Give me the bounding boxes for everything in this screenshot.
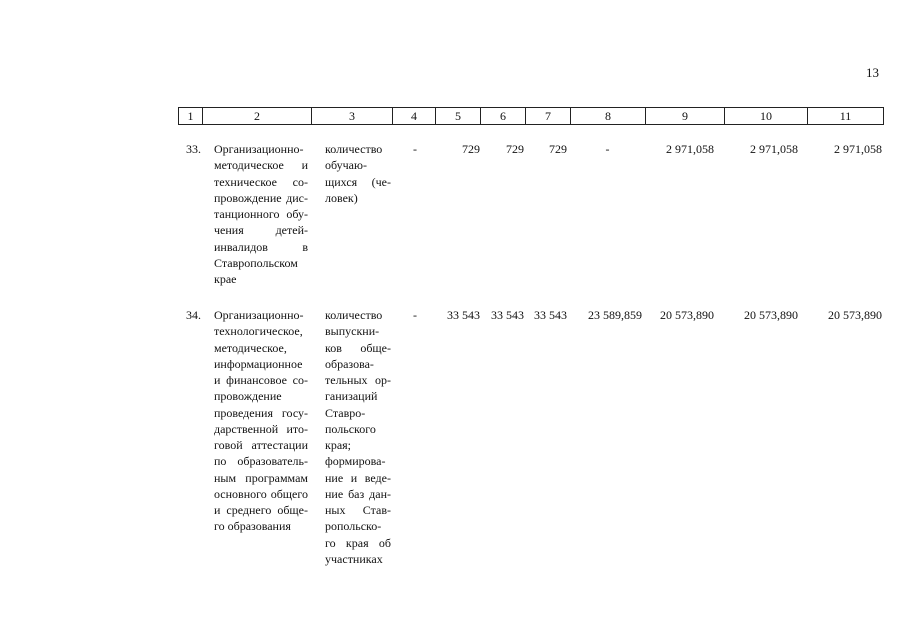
- measure-unit: [325, 307, 391, 567]
- value-col-10: 2 971,058: [750, 142, 798, 156]
- cell-text-line: польского: [325, 421, 376, 436]
- value-col-8: 23 589,859: [588, 308, 642, 322]
- cell-text-line: образова-: [325, 356, 374, 371]
- header-col-11: 11: [839, 109, 852, 123]
- header-col-8: 8: [571, 108, 646, 124]
- row-number: 34.: [186, 308, 201, 322]
- cell-text-line: ганизаций: [325, 389, 378, 404]
- measure-unit: [325, 141, 391, 206]
- cell-text-line: тельных ор-: [325, 373, 391, 387]
- cell-text-line: инвалидов в: [214, 239, 308, 254]
- cell-text-line: выпускни-: [325, 324, 380, 339]
- column-number-header: [178, 107, 884, 125]
- value-col-7: 729: [549, 142, 567, 156]
- value-col-7: 33 543: [534, 308, 567, 322]
- row-number: 33.: [186, 142, 201, 156]
- value-col-8: -: [605, 142, 610, 156]
- header-col-2: 2: [203, 108, 312, 124]
- cell-text-line: по образователь-: [214, 454, 308, 469]
- value-col-9: 20 573,890: [660, 308, 714, 322]
- cell-text-line: проведения госу-: [214, 405, 308, 420]
- cell-text-line: техническое со-: [214, 174, 308, 189]
- cell-text-line: информационное: [214, 356, 303, 371]
- header-col-5: 5: [436, 108, 481, 124]
- cell-text-line: ние баз дан-: [325, 486, 391, 501]
- header-col-4: 4: [393, 108, 436, 124]
- cell-text-line: крае: [214, 272, 237, 286]
- cell-text-line: технологическое,: [214, 324, 303, 339]
- cell-text-line: количество: [325, 308, 383, 322]
- value-col-5: 33 543: [447, 308, 480, 322]
- cell-text-line: Ставро-: [325, 405, 366, 420]
- header-col-3: 3: [312, 108, 393, 124]
- cell-text-line: провождение: [214, 389, 282, 404]
- cell-text-line: говой аттестации: [214, 438, 308, 452]
- value-col-9: 2 971,058: [666, 142, 714, 156]
- cell-text-line: методическое и: [214, 158, 308, 173]
- cell-text-line: дарственной ито-: [214, 421, 308, 436]
- cell-text-line: Ставропольском: [214, 255, 298, 270]
- cell-text-line: танционного обу-: [214, 207, 308, 221]
- cell-text-line: участниках: [325, 551, 383, 566]
- cell-text-line: Организационно-: [214, 308, 304, 322]
- cell-text-line: количество: [325, 142, 383, 156]
- value-col-11: 2 971,058: [834, 142, 882, 156]
- activity-name: [214, 141, 308, 287]
- value-col-11: 20 573,890: [828, 308, 882, 322]
- cell-text-line: ние и веде-: [325, 470, 391, 485]
- activity-name: [214, 307, 308, 535]
- cell-text-line: формирова-: [325, 454, 386, 469]
- cell-text-line: ропольско-: [325, 519, 382, 534]
- cell-text-line: ным программам: [214, 470, 308, 485]
- cell-text-line: го образования: [214, 519, 291, 534]
- value-col-6: 729: [506, 142, 524, 156]
- cell-text-line: обучаю-: [325, 158, 367, 173]
- cell-text-line: и финансовое со-: [214, 373, 308, 387]
- cell-text-line: ков обще-: [325, 340, 391, 355]
- cell-text-line: го края об: [325, 535, 391, 550]
- cell-text-line: щихся (че-: [325, 174, 391, 189]
- cell-text-line: и среднего обще-: [214, 503, 308, 517]
- cell-text-line: чения детей-: [214, 223, 308, 238]
- value-col-6: 33 543: [491, 308, 524, 322]
- header-col-1: 1: [179, 108, 203, 124]
- cell-text-line: края;: [325, 438, 352, 452]
- cell-text-line: ных Став-: [325, 503, 391, 517]
- cell-text-line: провождение дис-: [214, 190, 308, 205]
- cell-text-line: методическое,: [214, 340, 287, 355]
- cell-text-line: Организационно-: [214, 142, 304, 156]
- value-col-4: -: [413, 308, 417, 322]
- header-col-7: 7: [526, 108, 571, 124]
- value-col-10: 20 573,890: [744, 308, 798, 322]
- header-col-9: 9: [646, 108, 725, 124]
- value-col-5: 729: [462, 142, 480, 156]
- header-col-6: 6: [481, 108, 526, 124]
- page-number: 13: [866, 65, 879, 80]
- cell-text-line: ловек): [325, 190, 358, 205]
- cell-text-line: основного общего: [214, 486, 308, 501]
- header-col-10: 10: [725, 108, 808, 124]
- value-col-4: -: [413, 142, 417, 156]
